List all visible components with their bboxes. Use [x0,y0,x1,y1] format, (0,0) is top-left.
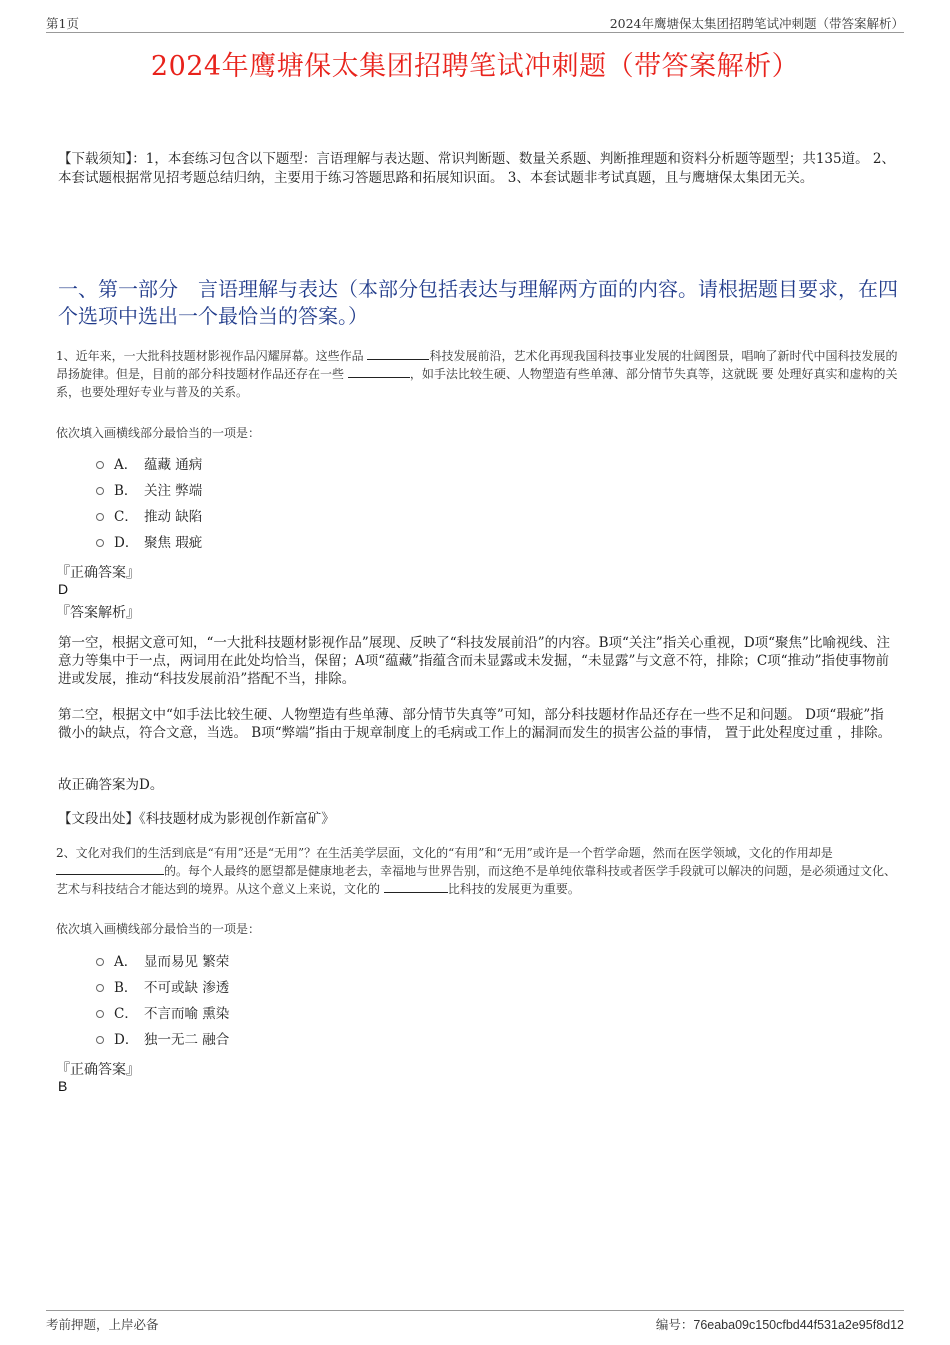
analysis-label: 『答案解析』 [56,605,140,621]
option-a[interactable]: A． 蕴藏 通病 [96,452,202,478]
option-d[interactable]: D． 聚焦 瑕疵 [96,530,202,556]
blank-2 [384,880,448,893]
analysis-paragraph-2: 第二空，根据文中“如手法比较生硬、人物塑造有些单薄、部分情节失真等”可知，部分科技题材作品还存在一些不足和问题。 D项“瑕疵”指微小的缺点，符合文意，当选。 B项“弊端”指由于规章制度上的毛病或工作上的漏洞而发生的损害公益的事情， 置于此处程度过重 ，排除。 [58,707,892,741]
radio-icon[interactable] [96,461,104,469]
page-footer [46,1310,904,1331]
radio-icon[interactable] [96,539,104,547]
radio-icon[interactable] [96,513,104,521]
option-d[interactable]: D． 独一无二 融合 [96,1027,229,1053]
analysis-conclusion: 故正确答案为D。 [58,777,164,793]
answer-label: 『正确答案』 [56,565,140,581]
blank-2 [348,365,410,378]
answer-value: D [58,581,69,597]
analysis-paragraph-1: 第一空，根据文意可知，“一大批科技题材影视作品”展现、反映了“科技发展前沿”的内容。B项“关注”指关心重视，D项“聚焦”比喻视线、注意力等集中于一点，两词用在此处均恰当，保留；A项“蕴藏”指蕴含而未显露或未发掘，“未显露”与文意不符，排除；C项“推动”指使事物前进或发展，推动“科技发展前沿”搭配不当，排除。 [58,635,890,687]
question-1-options [96,452,202,556]
question-2-text: 2、文化对我们的生活到底是“有用”还是“无用”？在生活美学层面，文化的“有用”和“无用”或许是一个哲学命题，然而在医学领域，文化的作用却是 的。每个人最终的愿望都是健康地老去，幸福地与世界告别，而这绝不是单纯依靠科技或者医学手段就可以解决的问题，是必须通过文化、艺术与科技结合才能达到的境界。从这个意义上来说，文化的 比科技的发展更为重要。 [56,846,897,896]
option-c[interactable]: C． 不言而喻 熏染 [96,1001,229,1027]
option-b[interactable]: B． 不可或缺 渗透 [96,975,229,1001]
footer-slogan: 考前押题，上岸必备 [46,1317,159,1332]
page-number: 第1页 [46,16,79,31]
blank-1 [367,347,429,360]
question-2-options [96,949,229,1053]
option-b[interactable]: B． 关注 弊端 [96,478,202,504]
page-header [46,14,904,33]
radio-icon[interactable] [96,487,104,495]
option-a[interactable]: A． 显而易见 繁荣 [96,949,229,975]
download-notice: 【下载须知】：1，本套练习包含以下题型：言语理解与表达题、常识判断题、数量关系题、判断推理题和资料分析题等题型；共135道。 2、本套试题根据常见招考题总结归纳，主要用于练习答题思路和拓展知识面。 3、本套试题非考试真题，且与鹰塘保太集团无关。 [58,151,895,186]
question-1-prompt: 依次填入画横线部分最恰当的一项是： [56,426,261,440]
question-1-text: 1、近年来，一大批科技题材影视作品闪耀屏幕。这些作品 科技发展前沿，艺术化再现我国科技事业发展的壮阔图景，唱响了新时代中国科技发展的昂扬旋律。但是，目前的部分科技题材作品还存在一些 ，如手法比较生硬、人物塑造有些单薄、部分情节失真等，这就既 要 处理好真实和虚构的关系，也要处理好专业与普及的关系。 [56,349,898,399]
radio-icon[interactable] [96,1036,104,1044]
source-citation: 【文段出处】《科技题材成为影视创作新富矿》 [58,811,335,827]
footer-code: 编号：76eaba09c150cfbd44f531a2e95f8d12 [655,1317,904,1332]
section-heading: 一、第一部分 言语理解与表达（本部分包括表达与理解两方面的内容。请根据题目要求，在四个选项中选出一个最恰当的答案。） [58,277,898,328]
radio-icon[interactable] [96,958,104,966]
header-doc-title: 2024年鹰塘保太集团招聘笔试冲刺题（带答案解析） [609,16,904,31]
answer-label: 『正确答案』 [56,1062,140,1078]
document-title: 2024年鹰塘保太集团招聘笔试冲刺题（带答案解析） [150,51,800,82]
radio-icon[interactable] [96,1010,104,1018]
blank-1 [56,862,164,875]
option-c[interactable]: C． 推动 缺陷 [96,504,202,530]
question-2-prompt: 依次填入画横线部分最恰当的一项是： [56,922,261,936]
answer-value: B [58,1078,68,1094]
radio-icon[interactable] [96,984,104,992]
